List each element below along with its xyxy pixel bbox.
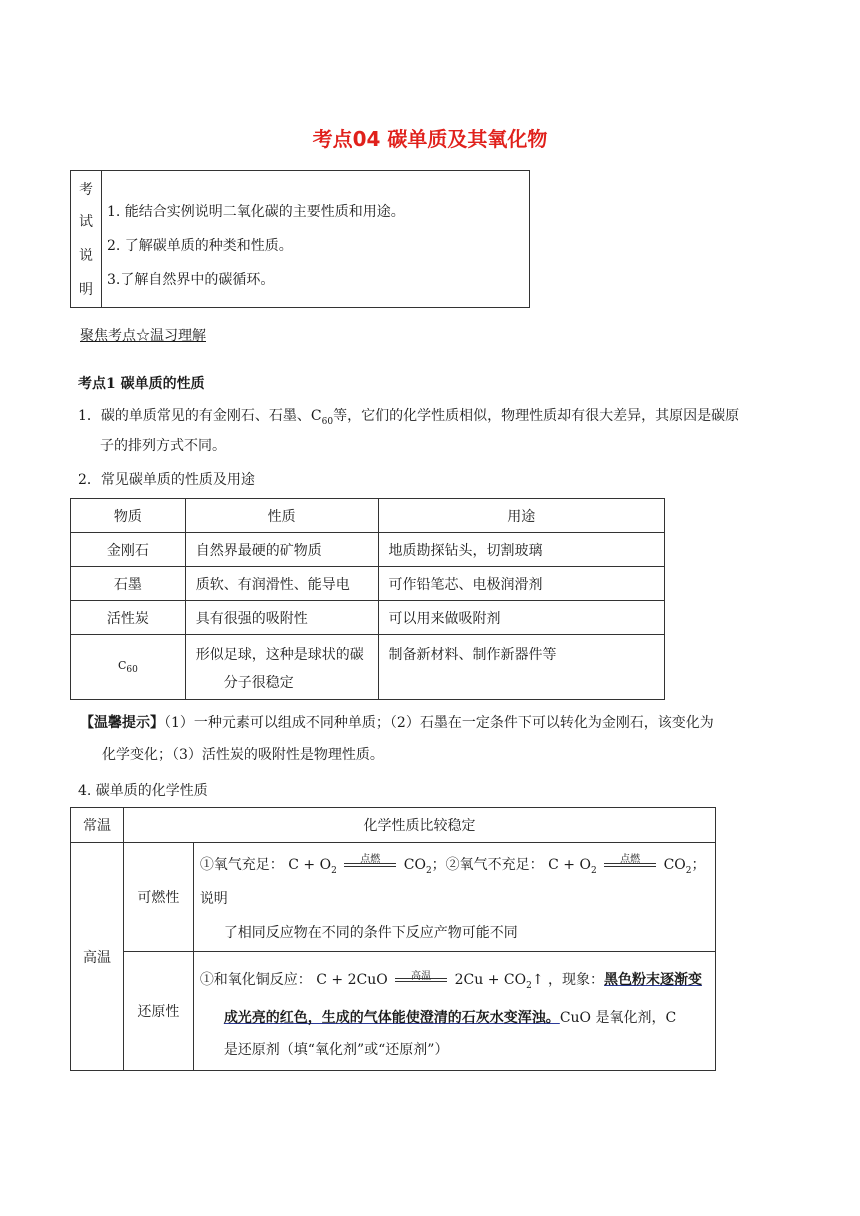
text: ；说明 xyxy=(199,857,706,907)
text: CO xyxy=(403,857,426,873)
side-char: 明 xyxy=(79,282,93,298)
table-header: 物质 xyxy=(71,499,186,533)
table-cell: 地质勘探钻头，切割玻璃 xyxy=(378,533,665,567)
point1-paragraph-cont: 子的排列方式不同。 xyxy=(100,438,226,454)
table-cell: 自然界最硬的矿物质 xyxy=(185,533,378,567)
text xyxy=(200,1002,709,1034)
exam-side-label xyxy=(71,171,102,307)
text: 是还原剂（填“氧化剂”或“还原剂”） xyxy=(223,1041,449,1058)
text: 形似足球，这种是球状的碳 xyxy=(195,647,364,663)
table-cell xyxy=(193,843,715,952)
table-row xyxy=(71,635,665,700)
table-cell: 制备新材料、制作新器件等 xyxy=(378,635,665,700)
exam-item: 3.了解自然界中的碳循环。 xyxy=(107,272,275,288)
tip-paragraph-cont: 化学变化；（3）活性炭的吸附性是物理性质。 xyxy=(102,747,384,763)
condition-label: 高温 xyxy=(411,971,432,982)
answer-text: 成光亮的红色，生成的气体能使澄清的石灰水变浑浊。 xyxy=(223,1009,560,1026)
point1-heading: 考点1 碳单质的性质 xyxy=(78,376,205,392)
subscript: 2 xyxy=(331,865,337,876)
table-cell: 高温 xyxy=(71,843,124,1071)
reduction-line xyxy=(200,964,709,1002)
text: 分子很稳定 xyxy=(223,675,294,691)
side-char: 考 xyxy=(79,182,93,198)
point4-heading: 4. 碳单质的化学性质 xyxy=(78,783,208,799)
subscript: 2 xyxy=(526,980,532,991)
table-cell xyxy=(71,635,186,700)
subscript: 2 xyxy=(590,865,597,876)
table-header: 性质 xyxy=(185,499,378,533)
table-cell: 可作铅笔芯、电极润滑剂 xyxy=(378,567,665,601)
table-row xyxy=(71,952,716,1071)
condition-label: 点燃 xyxy=(360,854,381,865)
text: CuO 是氧化剂，C xyxy=(559,1009,677,1026)
text: ；②氧气不充足： C + O xyxy=(431,857,591,873)
exam-item: 1. 能结合实例说明二氧化碳的主要性质和用途。 xyxy=(107,204,405,220)
section-link[interactable]: 聚焦考点☆温习理解 xyxy=(80,328,206,344)
table-row xyxy=(71,843,716,952)
text: 1．碳的单质常见的有金刚石、石墨、C xyxy=(78,408,322,424)
table-cell xyxy=(193,952,715,1071)
subscript: 60 xyxy=(321,416,334,427)
subscript: 2 xyxy=(685,865,692,876)
subscript: 60 xyxy=(126,665,138,676)
reaction-arrow xyxy=(395,973,447,987)
table-cell: 金刚石 xyxy=(71,533,186,567)
tip-label: 【温馨提示】 xyxy=(80,715,164,731)
point2-heading: 2．常见碳单质的性质及用途 xyxy=(78,472,255,488)
exam-items xyxy=(107,195,405,297)
table-cell: 质软、有润滑性、能导电 xyxy=(185,567,378,601)
reaction-arrow xyxy=(604,854,656,872)
point1-paragraph xyxy=(78,402,798,436)
text: 等，它们的化学性质相似，物理性质却有很大差异，其原因是碳原 xyxy=(333,408,740,424)
table-cell: 活性炭 xyxy=(71,601,186,635)
text: ①和氧化铜反应： C + 2CuO xyxy=(199,972,388,988)
exam-item: 2. 了解碳单质的种类和性质。 xyxy=(107,238,293,254)
text: （1）一种元素可以组成不同种单质；（2）石墨在一定条件下可以转化为金刚石，该变化为 xyxy=(164,715,714,731)
table-row xyxy=(71,808,716,843)
table-cell: 石墨 xyxy=(71,567,186,601)
text: ↑ ，现象： xyxy=(531,972,605,988)
side-char: 说 xyxy=(79,248,93,264)
table-cell: 具有很强的吸附性 xyxy=(185,601,378,635)
text: 2Cu + CO xyxy=(454,972,527,988)
table-cell: 可以用来做吸附剂 xyxy=(378,601,665,635)
table-cell: 常温 xyxy=(71,808,124,843)
text: C xyxy=(117,658,127,672)
chemistry-table xyxy=(70,807,716,1071)
carbon-table xyxy=(70,498,665,700)
table-row xyxy=(71,533,665,567)
table-row xyxy=(71,567,665,601)
condition-label: 点燃 xyxy=(620,854,641,865)
table-cell xyxy=(185,635,378,700)
table-header: 用途 xyxy=(378,499,665,533)
page-title: 考点04 碳单质及其氧化物 xyxy=(312,127,548,151)
reaction-arrow xyxy=(344,854,396,872)
exam-description-box xyxy=(70,170,530,308)
answer-text: 黑色粉末逐渐变 xyxy=(604,972,703,988)
side-char: 试 xyxy=(79,214,93,230)
text: ①氧气充足： C + O xyxy=(199,857,332,873)
table-header-row xyxy=(71,499,665,533)
text: 了相同反应物在不同的条件下反应产物可能不同 xyxy=(223,924,518,941)
table-cell: 还原性 xyxy=(123,952,193,1071)
table-row xyxy=(71,601,665,635)
tip-paragraph xyxy=(80,709,800,737)
table-cell: 可燃性 xyxy=(123,843,193,952)
text: CO xyxy=(663,857,686,873)
table-cell: 化学性质比较稳定 xyxy=(123,808,715,843)
subscript: 2 xyxy=(425,865,432,876)
combustion-line xyxy=(200,851,709,913)
